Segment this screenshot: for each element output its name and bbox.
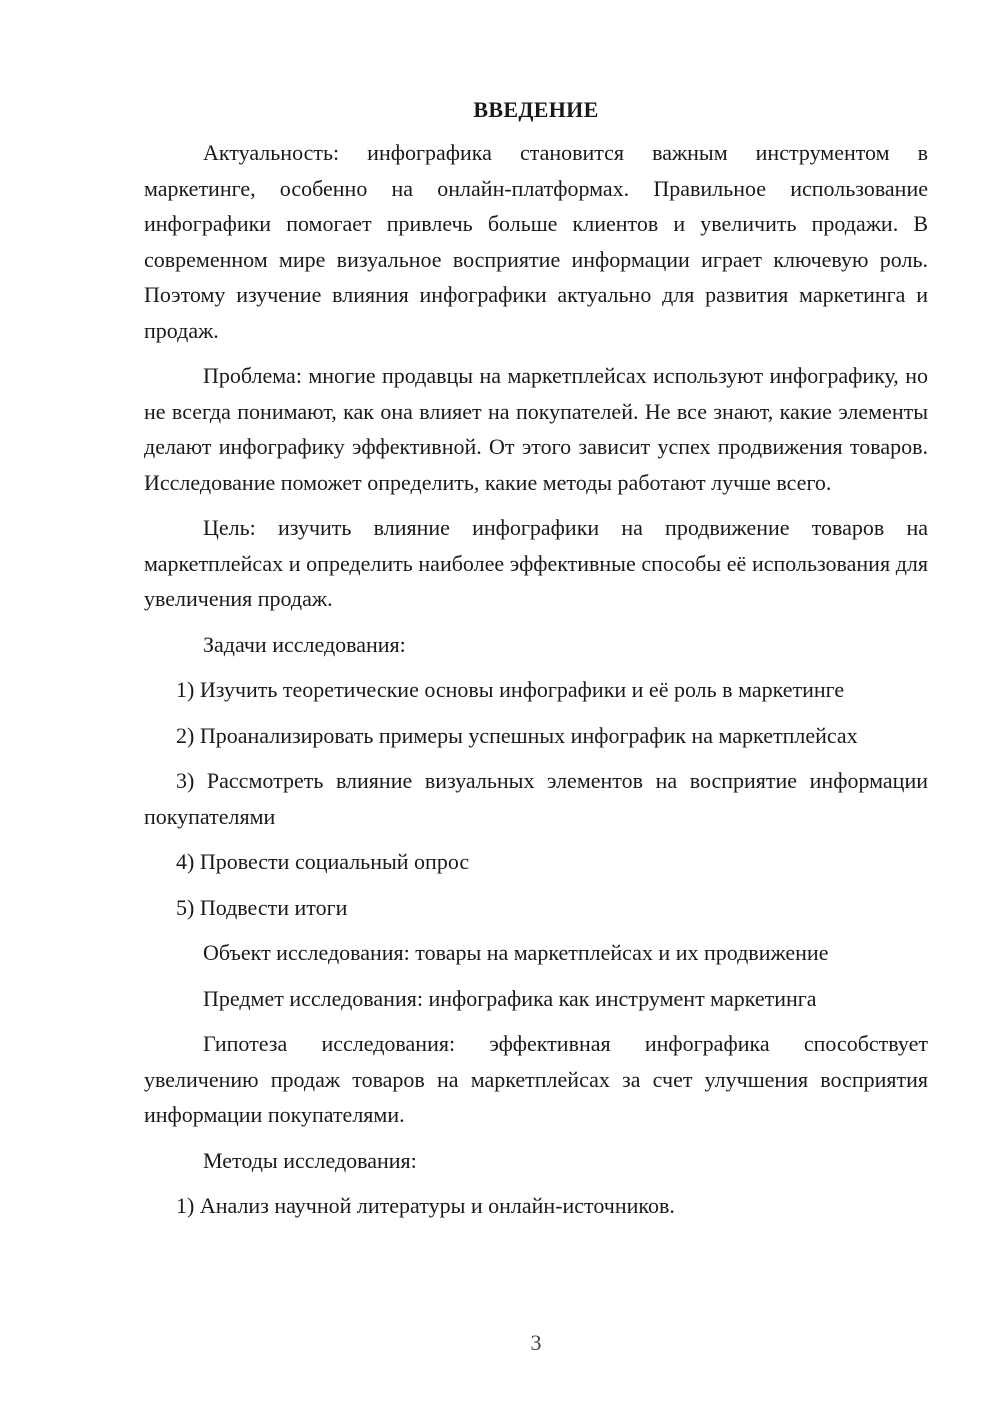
task-item: 3) Рассмотреть влияние визуальных элементов на восприятие информации покупателями [144, 768, 928, 829]
goal-paragraph: Цель: изучить влияние инфографики на продвижение товаров на маркетплейсах и определить наиболее эффективные способы её использования для увеличения продаж. [144, 515, 928, 611]
task-item: 1) Изучить теоретические основы инфографики и её роль в маркетинге [176, 677, 845, 702]
relevance-paragraph: Актуальность: инфографика становится важным инструментом в маркетинге, особенно на онлайн-платформах. Правильное использование инфографики помогает привлечь больше клиентов и увеличить продажи. В современном мире визуальное восприятие информации играет ключевую роль. Поэтому изучение влияния инфографики актуально для развития маркетинга и продаж. [144, 140, 928, 343]
task-item: 4) Провести социальный опрос [176, 849, 470, 874]
page-number: 3 [530, 1330, 542, 1355]
task-item: 5) Подвести итоги [176, 894, 348, 920]
research-object: Объект исследования: товары на маркетплейсах и их продвижение [203, 940, 829, 965]
research-hypothesis: Гипотеза исследования: эффективная инфографика способствует увеличению продаж товаров на маркетплейсах за счет улучшения восприятия информации покупателями. [144, 1031, 928, 1127]
method-item: 1) Анализ научной литературы и онлайн-источников. [176, 1193, 675, 1218]
tasks-heading: Задачи исследования: [203, 631, 406, 657]
methods-heading: Методы исследования: [203, 1147, 417, 1173]
section-title: ВВЕДЕНИЕ [473, 97, 599, 122]
task-item: 2) Проанализировать примеры успешных инфографик на маркетплейсах [176, 722, 858, 748]
problem-paragraph: Проблема: многие продавцы на маркетплейсах используют инфографику, но не всегда понимают, как она влияет на покупателей. Не все знают, какие элементы делают инфографику эффективной. От этого зависит успех продвижения товаров. Исследование поможет определить, какие методы работают лучше всего. [144, 363, 928, 495]
research-subject: Предмет исследования: инфографика как инструмент маркетинга [203, 985, 817, 1011]
page-content [144, 92, 928, 1234]
